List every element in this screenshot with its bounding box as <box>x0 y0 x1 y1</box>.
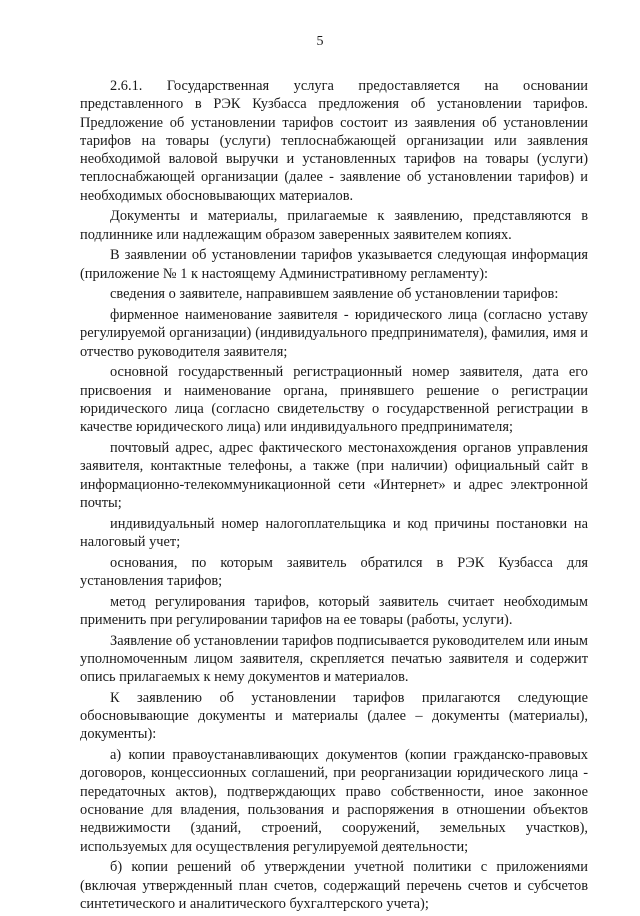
document-body <box>80 77 588 916</box>
paragraph-supporting-docs: К заявлению об установлении тарифов прилагаются следующие обосновывающие документы и материалы (далее – документы (материалы), документы): <box>80 689 588 743</box>
paragraph-company-name: фирменное наименование заявителя - юридического лица (согласно уставу регулируемой организации) (индивидуального предпринимателя), фамилия, имя и отчество руководителя заявителя; <box>80 307 588 360</box>
paragraph-application-info: В заявлении об установлении тарифов указывается следующая информация (приложение № 1 к настоящему Административному регламенту): <box>80 247 588 282</box>
paragraph-documents-originals: Документы и материалы, прилагаемые к заявлению, представляются в подлиннике или надлежащим образом заверенных заявителем копиях. <box>80 208 588 243</box>
paragraph-item-a: а) копии правоустанавливающих документов (копии гражданско-правовых договоров, концессионных соглашений, при реорганизации юридического лица - передаточных актов), подтверждающих право собственности, иное законное основание для владения, пользования и распоряжения в отношении объектов недвижимости (зданий, строений, сооружений, земельных участков), используемых для осуществления регулируемой деятельности; <box>80 747 588 855</box>
paragraph-2-6-1: 2.6.1. Государственная услуга предоставляется на основании представленного в РЭК Кузбасса предложения об установлении тарифов. Предложение об установлении тарифов состоит из заявления об установлении тарифов на товары (услуги) теплоснабжающей организации или заявления необходимой валовой выручки и установленных тарифов на товары (услуги) теплоснабжающей организации (далее - заявление об установлении тарифов) и необходимых обосновывающих материалов. <box>80 78 588 204</box>
paragraph-registration-number: основной государственный регистрационный номер заявителя, дата его присвоения и наименование органа, принявшего решение о регистрации юридического лица (согласно свидетельству о государственной регистрации в качестве юридического лица) или индивидуального предпринимателя; <box>80 364 588 436</box>
paragraph-tax-id: индивидуальный номер налогоплательщика и код причины постановки на налоговый учет; <box>80 515 588 550</box>
page-number: 5 <box>316 34 324 49</box>
paragraph-applicant-details: сведения о заявителе, направившем заявление об установлении тарифов: <box>110 286 559 303</box>
paragraph-postal-address: почтовый адрес, адрес фактического местонахождения органов управления заявителя, контактные телефоны, а также (при наличии) официальный сайт в информационно-телекоммуникационной сети «Интернет» и адрес электронной почты; <box>80 439 588 511</box>
paragraph-regulation-method: метод регулирования тарифов, который заявитель считает необходимым применить при регулировании тарифов на ее товары (работы, услуги). <box>80 593 588 628</box>
paragraph-signature: Заявление об установлении тарифов подписывается руководителем или иным уполномоченным лицом заявителя, скрепляется печатью заявителя и содержит опись прилагаемых к нему документов и материалов. <box>80 632 588 686</box>
paragraph-grounds: основания, по которым заявитель обратился в РЭК Кузбасса для установления тарифов; <box>80 554 588 589</box>
paragraph-item-b: б) копии решений об утверждении учетной политики с приложениями (включая утвержденный план счетов, содержащий перечень счетов и субсчетов синтетического и аналитического бухгалтерского учета); <box>80 859 588 912</box>
